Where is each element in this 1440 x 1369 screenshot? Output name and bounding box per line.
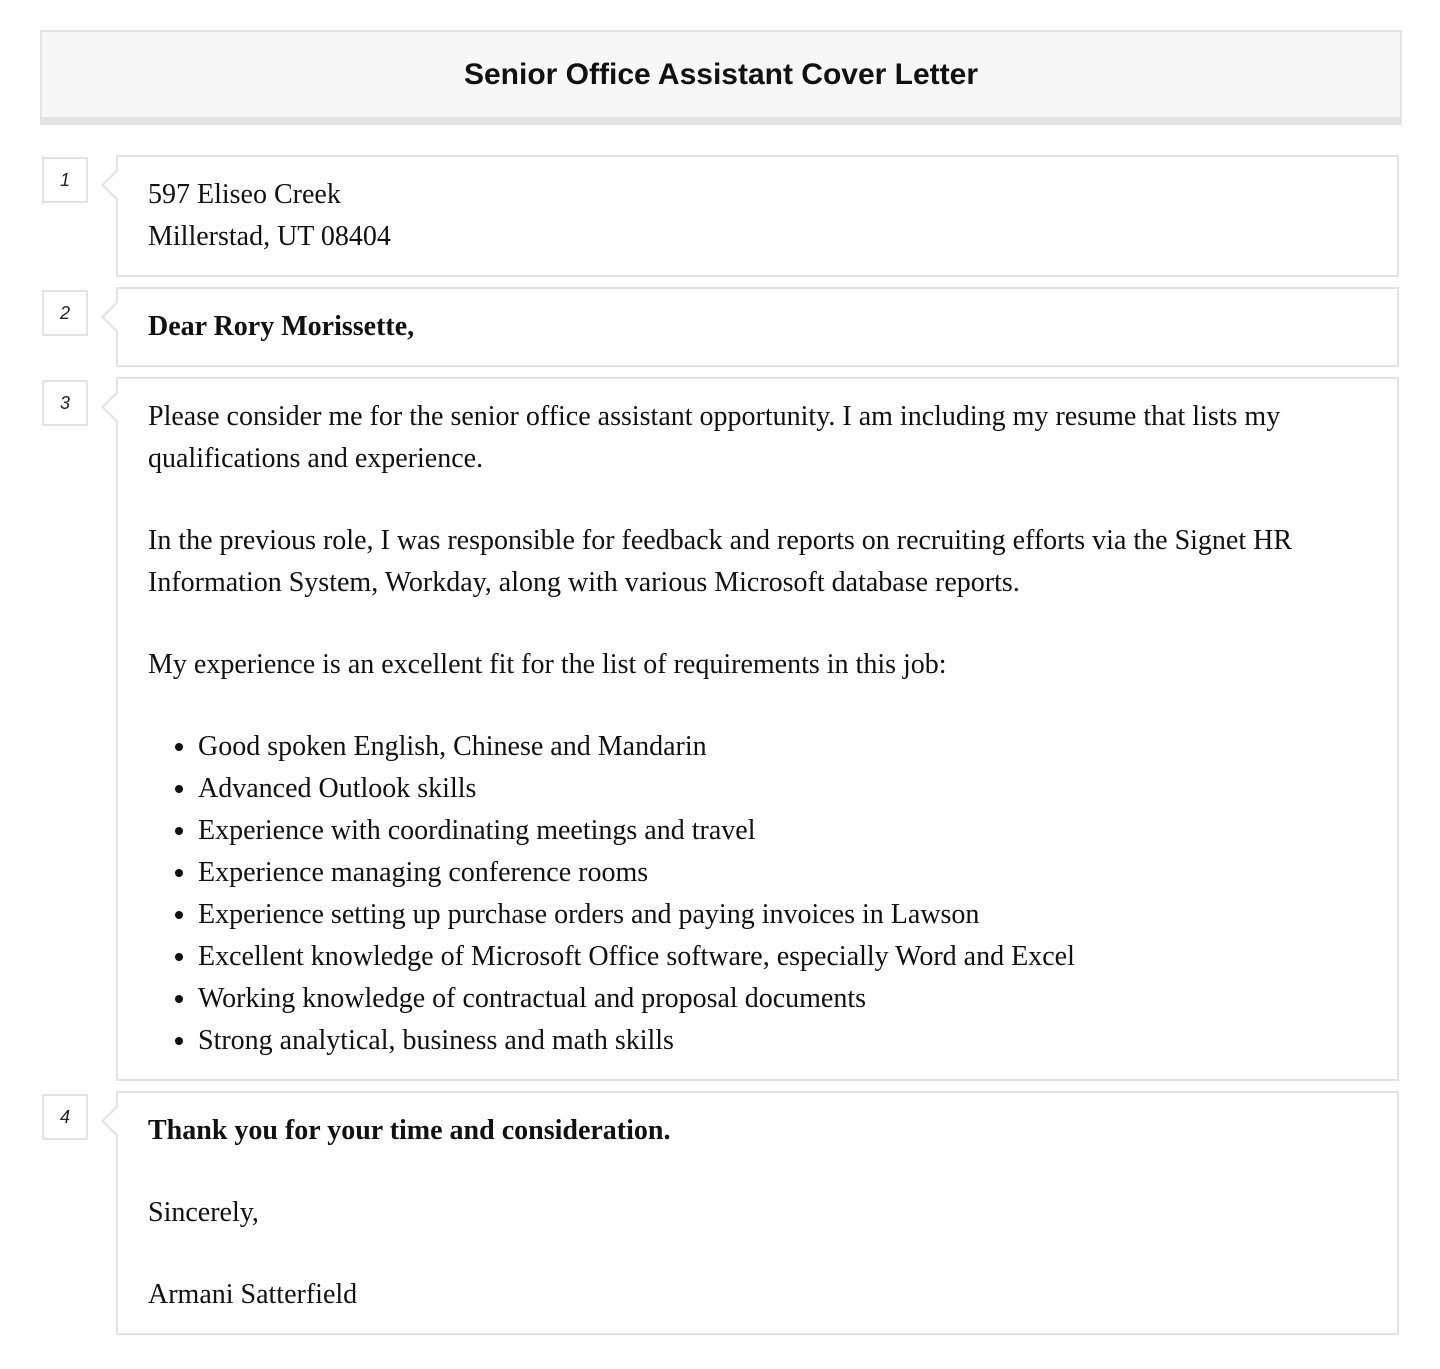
- list-item: • Experience setting up purchase orders and paying invoices in Lawson: [198, 894, 1367, 936]
- body-paragraph-3: My experience is an excellent fit for the list of requirements in this job:: [148, 649, 947, 680]
- signature: Armani Satterfield: [148, 1279, 358, 1310]
- salutation: Dear Rory Morissette,: [148, 311, 415, 342]
- section-number-4: 4: [42, 1094, 88, 1140]
- document-header: [40, 30, 1402, 125]
- closing-line: Sincerely,: [148, 1197, 259, 1228]
- section-number-2: 2: [42, 290, 88, 336]
- body-paragraph-2: In the previous role, I was responsible for feedback and reports on recruiting efforts via the Signet HR Information System, Workday, along with various Microsoft database reports.: [148, 525, 1293, 598]
- list-item: • Good spoken English, Chinese and Mandarin: [198, 726, 1367, 768]
- section-number-1: 1: [42, 157, 88, 203]
- thanks-line: Thank you for your time and consideration.: [148, 1115, 671, 1146]
- address-line-1: 597 Eliseo Creek: [148, 179, 341, 210]
- section-address: [116, 155, 1399, 277]
- list-item: • Experience managing conference rooms: [198, 852, 1367, 894]
- list-item: • Excellent knowledge of Microsoft Office software, especially Word and Excel: [198, 936, 1367, 978]
- body-paragraph-1: Please consider me for the senior office assistant opportunity. I am including my resume that lists my qualifications and experience.: [148, 401, 1281, 474]
- section-number-3: 3: [42, 380, 88, 426]
- requirements-list: [148, 726, 1367, 1062]
- list-item: • Experience with coordinating meetings and travel: [198, 810, 1367, 852]
- list-item: • Advanced Outlook skills: [198, 768, 1367, 810]
- section-closing: [116, 1091, 1399, 1335]
- list-item: • Strong analytical, business and math skills: [198, 1020, 1367, 1062]
- list-item: • Working knowledge of contractual and proposal documents: [198, 978, 1367, 1020]
- section-salutation: [116, 287, 1399, 367]
- section-body: [116, 377, 1399, 1081]
- address-line-2: Millerstad, UT 08404: [148, 221, 391, 252]
- page-title: Senior Office Assistant Cover Letter: [463, 57, 979, 91]
